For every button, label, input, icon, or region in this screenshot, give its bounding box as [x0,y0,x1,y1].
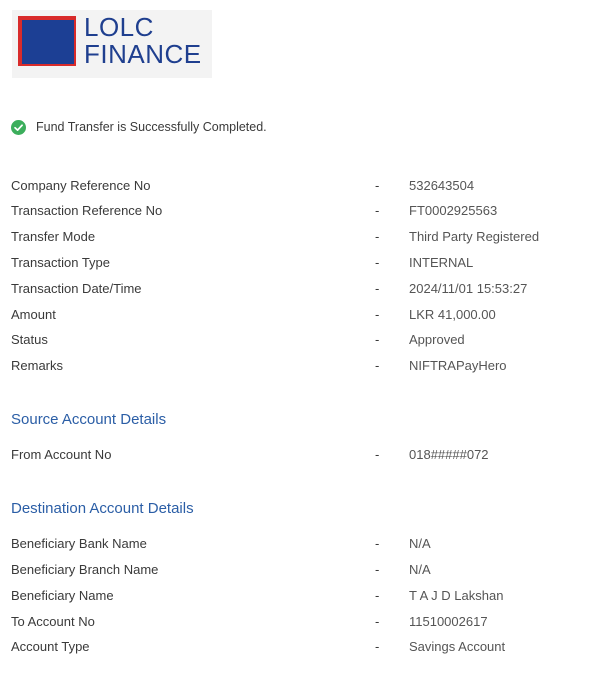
row-label: Remarks [11,358,64,373]
logo-text [84,14,202,68]
row-value: N/A [409,536,431,551]
destination-account-heading: Destination Account Details [11,500,194,517]
row-label: To Account No [11,614,95,629]
row-separator: - [375,332,380,347]
source-account-heading: Source Account Details [11,411,167,428]
detail-row [11,356,601,376]
logo-line1: LOLC [84,12,154,42]
row-separator: - [375,281,380,296]
row-separator: - [375,178,380,193]
row-value: Savings Account [409,639,506,654]
row-separator: - [375,203,380,218]
detail-row [11,445,601,465]
detail-row [11,637,601,657]
row-value: 018#####072 [409,447,489,462]
row-label: Beneficiary Branch Name [11,562,159,577]
detail-row [11,586,601,606]
row-separator: - [375,307,380,322]
row-label: Transfer Mode [11,229,96,244]
detail-row [11,201,601,221]
row-label: Account Type [11,639,90,654]
lolc-finance-logo [12,10,212,78]
detail-row [11,253,601,273]
row-value: NIFTRAPayHero [409,358,507,373]
row-separator: - [375,229,380,244]
logo-mark-icon [18,16,76,66]
row-label: Company Reference No [11,178,151,193]
detail-row [11,176,601,196]
row-value: N/A [409,562,431,577]
row-value: Third Party Registered [409,229,540,244]
row-label: Amount [11,307,56,322]
detail-row [11,534,601,554]
row-value: INTERNAL [409,255,474,270]
detail-row [11,279,601,299]
row-label: From Account No [11,447,112,462]
logo-line2: FINANCE [84,39,202,69]
row-separator: - [375,588,380,603]
detail-row [11,560,601,580]
row-separator: - [375,562,380,577]
row-value: Approved [409,332,465,347]
row-separator: - [375,255,380,270]
row-label: Status [11,332,48,347]
row-label: Transaction Date/Time [11,281,142,296]
row-separator: - [375,358,380,373]
detail-row [11,330,601,350]
row-value: T A J D Lakshan [409,588,504,603]
detail-row [11,612,601,632]
row-value: FT0002925563 [409,203,498,218]
detail-row [11,227,601,247]
row-label: Beneficiary Name [11,588,114,603]
row-separator: - [375,536,380,551]
success-message: Fund Transfer is Successfully Completed. [36,120,267,134]
row-value: LKR 41,000.00 [409,307,496,322]
success-alert [11,118,267,136]
row-label: Transaction Reference No [11,203,163,218]
row-value: 2024/11/01 15:53:27 [409,281,528,296]
row-label: Transaction Type [11,255,110,270]
row-label: Beneficiary Bank Name [11,536,147,551]
row-value: 11510002617 [409,614,488,629]
row-separator: - [375,447,380,462]
check-circle-icon [11,120,26,135]
row-value: 532643504 [409,178,475,193]
row-separator: - [375,614,380,629]
detail-row [11,305,601,325]
row-separator: - [375,639,380,654]
